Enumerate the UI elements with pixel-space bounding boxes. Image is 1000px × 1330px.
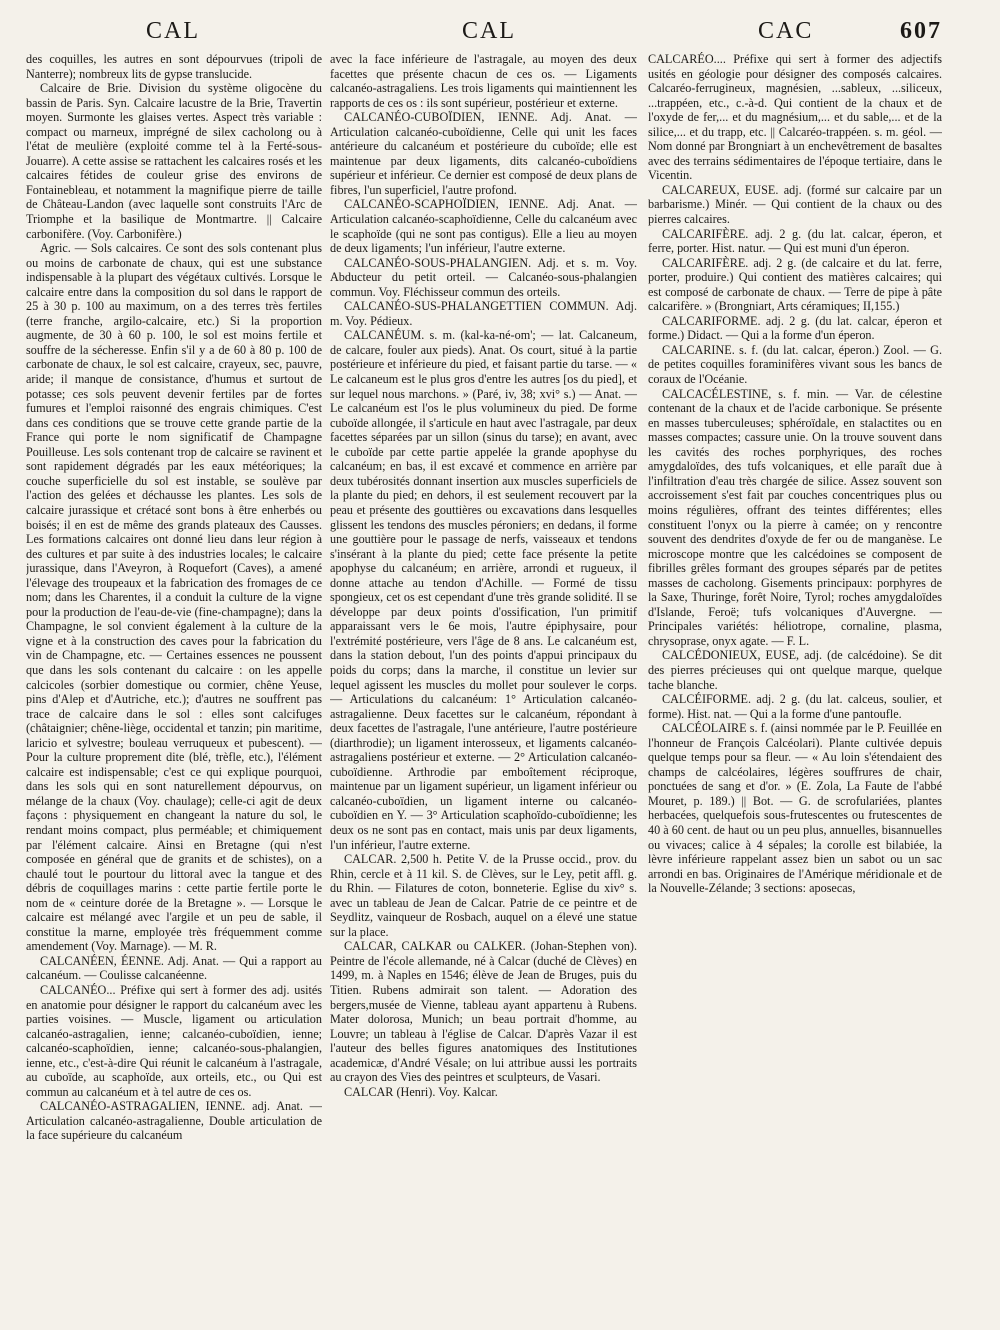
entry-paragraph: CALCARIFÈRE. adj. 2 g. (de calcaire et du lat. ferre, porter, produire.) Qui contient des matières calcaires; qui est composé de carbonate de chaux. — Terre de pipe à pâte calcarifère. » (Brongniart, Arts céramiques; II,155.) [648, 255, 942, 314]
entry-paragraph: CALCANÉO-SUS-PHALANGETTIEN COMMUN. Adj. m. Voy. Pédieux. [330, 299, 637, 328]
entry-paragraph: CALCÉOLAIRE s. f. (ainsi nommée par le P. Feuillée en l'honneur de François Calcéolari). Plante cultivée depuis quelque temps pour sa fleur. — « Au loin s'étendaient des champs de calcéolaires, légères souffrures de chair, ponctuées de sang et d'or. » (E. Zola, La Faute de l'abbé Mouret, p. 189.) || Bot. — G. de scrofulariées, plantes herbacées, quelquefois sous-frutescentes ou frutescentes de 40 à 60 cent. de haut ou un peu plus, annuelles, bisannuelles ou vivaces; calice à 4 sépales; la corolle est bilabiée, la lèvre inférieure rappelant assez bien un sabot ou un sac arrondi en bas. Originaires de l'Amérique méridionale et de la Nouvelle-Zélande; 3 sections: aposecas, [648, 721, 942, 896]
entry-paragraph: CALCANÉO-SOUS-PHALANGIEN. Adj. et s. m. Voy. Abducteur du petit orteil. — Calcanéo-sous-phalangien commun. Voy. Fléchisseur commun des orteils. [330, 255, 637, 299]
entry-paragraph: CALCANÉUM. s. m. (kal-ka-né-om'; — lat. Calcaneum, de calcare, fouler aux pieds). Anat. Os court, situé à la partie postérieure et inférieure du pied, et faisant partie du tarse. — « Le calcaneum est le plus gros d'entre les autres [os du pied], et sur lequel nous marchons. » (Paré, iv, 38; xvi° s.) — Anat. — Le calcanéum est l'os le plus volumineux du pied. De forme cuboïde allongée, il s'articule en haut avec l'astragale, par deux facettes séparées par un sillon (sinus du tarse); en avant, avec le cuboïde par cette partie appelée la grande apophyse du calcanéum; en bas, il est excavé et commence en arrière par deux tubérosités donnant insertion aux muscles superficiels de la plante du pied; en dehors, il est seulement recouvert par la peau et présente des gouttières ou excavations dans lesquelles glissent les tendons des muscles péroniers; en dedans, il forme une gouttière pour le passage de nerfs, vaisseaux et tendons s'insérant à la plante du pied; cette face présente la petite apophyse du calcanéum; en arrière, arrondi et rugueux, il donne attache au tendon d'Achille. — Formé de tissu spongieux, cet os est cependant d'une très grande solidité. Il se développe par deux points d'ossification, l'un primitif apparaissant vers le 6e mois, l'autre épiphysaire, pour l'extrémité postérieure, vers l'âge de 8 ans. Le calcanéum est, dans la station debout, l'un des points d'appui principaux du poids du corps; dans la marche, il constitue un levier sur lequel agissent les muscles du mollet pour soulever le corps. — Articulations du calcanéum: 1° Articulation calcanéo-astragalienne. Deux facettes sur le calcanéum, répondant à deux facettes de l'astragale, l'une antérieure, l'autre postérieure (diarthrodie); un ligament interosseux, et ligaments calcanéo-astragaliens postérieur et externe. — 2° Articulation calcanéo-cuboïdienne. Arthrodie par emboîtement réciproque, maintenue par un ligament supérieur, un ligament inférieur ou calcanéo-cuboïdien, un ligament interne ou calcanéo-cuboïdien en Y. — 3° Articulation scaphoïdo-cuboïdienne; les deux os ne sont pas en contact, mais unis par deux ligaments, l'un inférieur, l'autre externe. [330, 328, 637, 852]
running-head-right: CAC [758, 18, 814, 44]
entry-paragraph: CALCÉIFORME. adj. 2 g. (du lat. calceus, soulier, et forme). Hist. nat. — Qui a la forme d'une pantoufle. [648, 692, 942, 721]
entry-paragraph: CALCÉDONIEUX, EUSE, adj. (de calcédoine). Se dit des pierres précieuses qui ont quelque marque, quelque tache blanche. [648, 648, 942, 692]
entry-paragraph: Agric. — Sols calcaires. Ce sont des sols contenant plus ou moins de carbonate de chaux, qui est une substance indispensable à la plupart des végétaux cultivés. Lorsque le calcaire entre dans la composition du sol dans le rapport de 25 à 30 p. 100 au maximum, on a des terres très fertiles (terre franche, argilo-calcaire, etc.) Si la proportion augmente, de 30 à 60 p. 100, le sol est moins fertile et souffre de la sécheresse. Enfin s'il y a de 60 à 80 p. 100 de carbonate de chaux, le sol est calcaire, crayeux, sec, pauvre, aride; il manque de consistance, d'humus et surtout de potasse; ces sols peuvent devenir fertiles par de fortes fumures et l'emploi raisonné des engrais chimiques. C'est dans ces conditions que se trouve cette grande partie de la France qui porte le nom significatif de Champagne Pouilleuse. Les sols contenant trop de calcaire se ravinent et sont rapidement dégradés par les eaux météoriques; la couche superficielle du sol est instable, se soulève par l'action des gelées et déchausse les plantes. Les sols de calcaire jurassique et crétacé sont bons à être enherbés ou boisés; il en est de même des grands plateaux des Causses. Les formations calcaires ont donné lieu dans leur région à des cultures et par suite à des industries locales; le calcaire jurassique, dans l'Aveyron, à Roquefort (Caves), a amené l'élevage des troupeaux et la fabrication des fromages de ce nom; dans les Charentes, il a conduit la culture de la vigne pour la production de l'eau-de-vie (fine-champagne); dans la Champagne, le sol convient également à la culture de la vigne et à la construction des caves pour la fabrication du vin de Champagne, etc. — Certaines essences ne poussent que dans les sols contenant du calcaire : on les appelle calcicoles (sorbier domestique ou cormier, chêne Yeuse, pins d'Alep et d'Autriche, etc.); d'autres ne souffrent pas trace de calcaire dans le sol : elles sont calcifuges (châtaignier; chêne-liège, occidental et tanzin; pin maritime, laricio et sylvestre; bouleau verruqueux et pubescent). — Pour la culture proprement dite (blé, trèfle, etc.), l'élément calcaire est indispensable; c'est ce qui explique pourquoi, dans les sols qui en sont naturellement dépourvus, on mélange de la chaux (Voy. chaulage); celle-ci agit de deux façons : physiquement en changeant la nature du sol, le rendant moins compact, plus perméable; et chimiquement par l'élément calcaire. Ainsi en Bretagne (qui n'est composée en général que de granits et de schistes), on a chaulé tout le pourtour du littoral avec la tangue et des débris de coquillages marins : cette partie fertile porte le nom de « ceinture dorée de la Bretagne ». — Lorsque le calcaire est mélangé avec l'argile et un peu de sable, il constitue la marne, employée très fréquemment comme amendement (Voy. Marnage). — M. R. [26, 241, 322, 954]
entry-paragraph: CALCAREUX, EUSE. adj. (formé sur calcaire par un barbarisme.) Minér. — Qui contient de la chaux ou des pierres calcaires. [648, 182, 942, 227]
entry-paragraph: CALCAR (Henri). Voy. Kalcar. [344, 1084, 498, 1099]
running-head-left: CAL [146, 18, 200, 44]
page-header [0, 14, 1000, 54]
entry-paragraph: avec la face inférieure de l'astragale, au moyen des deux facettes que présente chacun de ces os. — Ligaments calcanéo-astragaliens. Les trois ligaments qui maintiennent les rapports de ces os : ils sont supérieur, postérieur et externe. [330, 52, 637, 110]
page-number: 607 [900, 18, 942, 44]
entry-paragraph: Calcaire de Brie. Division du système oligocène du bassin de Paris. Syn. Calcaire lacustre de la Brie, Travertin moyen. Surmonte les glaises vertes. Aspect très variable : compact ou marneux, imprégné de silex cacholong ou à l'état de meulière (exploité comme tel à la Ferté-sous-Jouarre). A cette assise se rattachent les calcaires rosés et les calcaires fétides de couleur grise des environs de Fontainebleau, et notamment la magnifique pierre de taille de Château-Landon (avec laquelle sont construits l'Arc de Triomphe et la basilique de Montmartre. || Calcaire carbonifère. (Voy. Carbonifère.) [26, 81, 322, 241]
entry-paragraph: CALCACÉLESTINE, s. f. min. — Var. de célestine contenant de la chaux et de l'acide carbonique. Se présente en masses tuberculeuses; sphéroïdale, en stalactites ou en masses compactes; cassure unie. On la trouve souvent dans les cavités des roches porphyriques, des roches amygdaloïdes, des tufs volcaniques, et elle paraît due à l'infiltration d'eau très chargée de silice. Assez souvent son accroissement s'est fait par couches concentriques plus ou moins régulières, offrant des teintes différentes; elles constituent l'onyx ou la pierre à camée; on y rencontre souvent des dendrites d'oxyde de fer ou de manganèse. Le microscope montre que les calcédoines se composent de fibrilles grêles formant des groupes séparés par de petites masses de cacholong. Gisements principaux: porphyres de la Saxe, Thuringe, forêt Noire, Tyrol; roches amygdaloïdes d'Islande, Feroë; tufs volcaniques d'Auvergne. — Principales variétés: héliotrope, cornaline, plasma, chrysoprase, onyx agate. — F. L. [648, 386, 942, 648]
entry-paragraph: CALCARIFÈRE. adj. 2 g. (du lat. calcar, éperon, et ferre, porter. Hist. natur. — Qui est muni d'un éperon. [648, 226, 942, 256]
text-column-3 [648, 52, 942, 1324]
entry-paragraph: CALCANÉO-ASTRAGALIEN, IENNE. adj. Anat. — Articulation calcanéo-astragalienne, Double articulation de la face supérieure du calcanéum [26, 1099, 322, 1143]
entry-paragraph: CALCANÉO-SCAPHOÏDIEN, IENNE. Adj. Anat. — Articulation calcanéo-scaphoïdienne, Celle du calcanéum avec le scaphoïde (qui ne sont pas contigus). Elle a lieu au moyen de deux ligaments; l'un inférieur, l'autre externe. [330, 197, 637, 256]
entry-paragraph: des coquilles, les autres en sont dépourvues (tripoli de Nanterre); nombreux lits de gypse translucide. [26, 52, 322, 81]
entry-paragraph: CALCANÉO-CUBOÏDIEN, IENNE. Adj. Anat. — Articulation calcanéo-cuboïdienne, Celle qui unit les faces antérieure du calcanéum et postérieure du cuboïde; elle est maintenue par deux ligaments, dits calcanéo-cuboïdiens supérieur et inférieur. Ce dernier est composé de deux plans de fibres, l'un superficiel, l'autre profond. [330, 110, 637, 197]
text-column-1 [26, 52, 322, 1324]
entry-paragraph: CALCARÉO.... Préfixe qui sert à former des adjectifs usités en géologie pour désigner des composés calcaires. Calcaréo-ferrugineux, magnésien, ...sableux, ...siliceux, ...trappéen, etc., c.-à-d. Qui contient de la chaux et de l'oxyde de fer,... et du magnésium,... et du sable,... et de la silice,... et du trapp, etc. || Calcaréo-trappéen. s. m. géol. — Nom donné par Brongniart à un enchevêtrement de basaltes avec des terrains sédimentaires de l'époque tertiaire, dans le Vicentin. [648, 52, 942, 183]
running-head-center: CAL [462, 18, 516, 44]
entry-paragraph: CALCAR, CALKAR ou CALKER. (Johan-Stephen von). Peintre de l'école allemande, né à Calcar (duché de Clèves) en 1499, m. à Naples en 1546; élève de Jean de Bruges, puis du Titien. Rubens admirait son talent. — Adoration des bergers,musée de Vienne, tableau ayant appartenu à Rubens. Mater dolorosa, Munich; un beau portrait d'homme, au Louvre; un tableau à l'église de Calcar. D'après Vazar il est l'auteur des belles figures anatomiques des Institutiones academicæ, d'André Vésale; on lui attribue aussi les portraits au crayon des Vies des peintres et sculpteurs, de Vasari. [330, 939, 637, 1085]
entry-paragraph: CALCARIFORME. adj. 2 g. (du lat. calcar, éperon et forme.) Didact. — Qui a la forme d'un éperon. [648, 313, 942, 343]
entry-paragraph: CALCANÉO... Préfixe qui sert à former des adj. usités en anatomie pour désigner le rapport du calcanéum avec les parties voisines. — Muscle, ligament ou articulation calcanéo-astragalien, ienne; calcanéo-cuboïdien, ienne; calcanéo-scaphoïdien, ienne; calcanéo-sous-phalangien, ienne, etc., c'est-à-dire Qui réunit le calcanéum à l'astragale, au cuboïde, au scaphoïde, aux orteils, etc., ou Qui est commun au calcanéum et à tel autre de ces os. [26, 983, 322, 1099]
text-column-2 [330, 52, 637, 1324]
entry-paragraph: CALCANÉEN, ÉENNE. Adj. Anat. — Qui a rapport au calcanéum. — Coulisse calcanéenne. [26, 953, 322, 983]
entry-paragraph: CALCAR. 2,500 h. Petite V. de la Prusse occid., prov. du Rhin, cercle et à 11 kil. S. de Clèves, sur le Ley, petit affl. g. du Rhin. — Filatures de coton, bonneterie. Eglise du xiv° s. avec un tableau de Jean de Calcar. Patrie de ce peintre et de Seydlitz, vainqueur de Rosbach, auquel on a élevé une statue sur la place. [330, 852, 637, 939]
entry-paragraph: CALCARINE. s. f. (du lat. calcar, éperon.) Zool. — G. de petites coquilles foraminifères vivant sous les bancs de coraux de l'Océanie. [648, 342, 942, 387]
